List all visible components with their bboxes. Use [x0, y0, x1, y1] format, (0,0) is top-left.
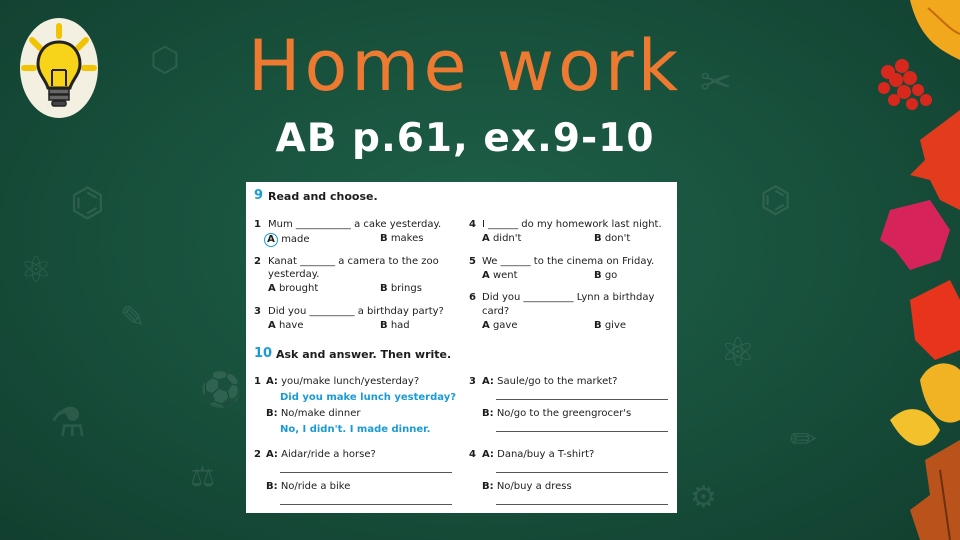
ex10-item-num: 2 [254, 449, 261, 460]
ex9-item-stem: We ______ to the cinema on Friday. [482, 256, 655, 267]
ex9-option-a: A gave [482, 320, 518, 331]
autumn-leaves-decoration [850, 0, 960, 540]
ex10-prompt-a: A: Dana/buy a T-shirt? [482, 449, 595, 460]
ex9-item-stem: I ______ do my homework last night. [482, 219, 662, 230]
ex10-example-answer: No, I didn't. I made dinner. [280, 424, 431, 435]
ex9-item-num: 4 [469, 219, 476, 230]
ex9-item-stem-cont: card? [482, 306, 510, 317]
ex10-prompt-b: B: No/ride a bike [266, 481, 351, 492]
ex9-item-num: 6 [469, 292, 476, 303]
ex9-item-num: 2 [254, 256, 261, 267]
ex10-prompt-a: A: you/make lunch/yesterday? [266, 376, 420, 387]
ex9-option-a: A didn't [482, 233, 522, 244]
answer-line [496, 472, 668, 473]
ex10-item-num: 4 [469, 449, 476, 460]
ex9-option-b: B had [380, 320, 410, 331]
ex10-prompt-b: B: No/buy a dress [482, 481, 572, 492]
answer-line [496, 504, 668, 505]
ex9-option-a: A brought [268, 283, 319, 294]
ex9-item-num: 3 [254, 306, 261, 317]
ex9-item-stem: Kanat _______ a camera to the zoo [268, 256, 439, 267]
exercise-9-number: 9 [254, 188, 264, 203]
ex10-item-num: 1 [254, 376, 261, 387]
ex9-option-a: A made [266, 233, 310, 247]
answer-line [496, 431, 668, 432]
ex9-item-stem: Did you __________ Lynn a birthday [482, 292, 655, 303]
exercise-9-heading: Read and choose. [268, 190, 378, 203]
workbook-page [246, 182, 677, 513]
ex9-option-b: B don't [594, 233, 631, 244]
ex10-prompt-a: A: Aidar/ride a horse? [266, 449, 376, 460]
ex9-item-stem: Mum ___________ a cake yesterday. [268, 219, 442, 230]
ex9-item-stem: Did you _________ a birthday party? [268, 306, 444, 317]
answer-line [496, 399, 668, 400]
selected-answer-circle: A [264, 233, 278, 247]
ex10-example-question: Did you make lunch yesterday? [280, 392, 457, 403]
ex9-option-b: B brings [380, 283, 422, 294]
answer-line [280, 504, 452, 505]
ex9-item-num: 5 [469, 256, 476, 267]
answer-line [280, 472, 452, 473]
ex10-prompt-b: B: No/go to the greengrocer's [482, 408, 632, 419]
exercise-10-heading: Ask and answer. Then write. [276, 348, 452, 361]
ex10-prompt-b: B: No/make dinner [266, 408, 361, 419]
page-subtitle: AB p.61, ex.9-10 [275, 116, 655, 161]
page-title: Home work [247, 25, 683, 107]
ex9-option-a: A went [482, 270, 518, 281]
ex9-item-stem-cont: yesterday. [268, 269, 320, 280]
exercise-10-number: 10 [254, 346, 273, 361]
ex10-item-num: 3 [469, 376, 476, 387]
ex9-item-num: 1 [254, 219, 261, 230]
ex9-option-b: B give [594, 320, 627, 331]
ex9-option-b: B makes [380, 233, 424, 244]
ex9-option-a: A have [268, 320, 304, 331]
ex10-prompt-a: A: Saule/go to the market? [482, 376, 618, 387]
ex9-option-b: B go [594, 270, 618, 281]
